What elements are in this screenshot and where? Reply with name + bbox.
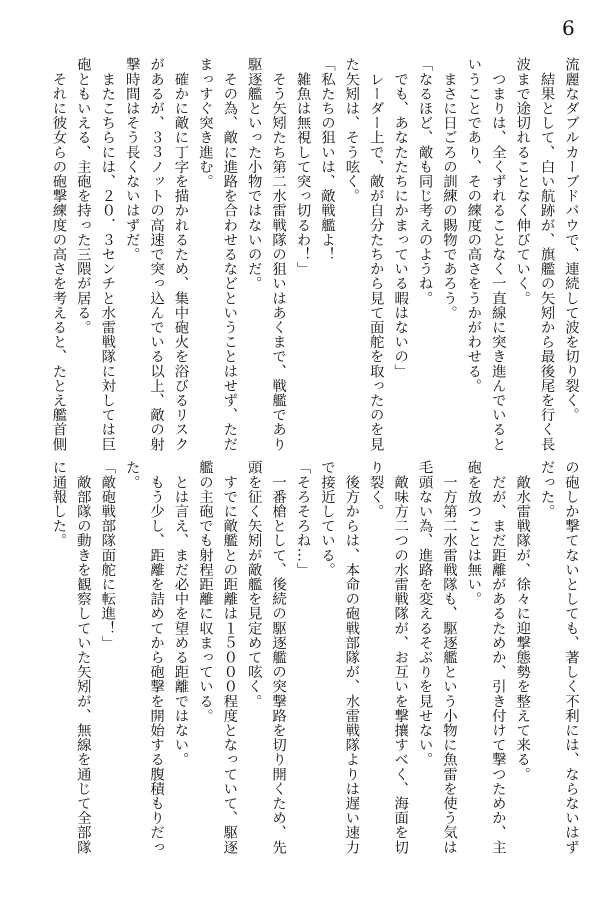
lower-text-line: た。: [123, 460, 140, 490]
upper-text-line: つまりは、全くずれることなく一直線に突き進んでいると: [489, 57, 506, 452]
lower-text-line: 「そろそろね…」: [294, 460, 311, 577]
upper-text-line: 流麗なダブルカーブドバウで、連続して波を切り裂く。: [563, 57, 579, 422]
lower-text-line: 敵部隊の動きを観察していた矢矧が、無線を通じて全部隊: [74, 460, 91, 855]
upper-text-line: レーダー上で、敵が自分たちから見て面舵を取ったのを見: [367, 57, 384, 452]
upper-text-line: た矢矧は、そう呟く。: [343, 57, 360, 203]
lower-text-line: 艦の主砲でも射程距離に収まっている。: [196, 460, 213, 723]
lower-text-line: すでに敵艦との距離は１５０００程度となっていて、駆逐: [221, 460, 238, 855]
upper-text-line: があるが、３３ノットの高速で突っ込んでいる以上、敵の射: [148, 57, 165, 452]
upper-text-line: またこちらには、２０．３センチと水雷戦隊に対しては巨: [99, 57, 116, 452]
lower-text-line: 一方第二水雷戦隊も、駆逐艦という小物に魚雷を使う気は: [440, 460, 457, 855]
lower-text-line: とは言え、まだ必中を望める距離ではない。: [172, 460, 189, 767]
lower-text-line: 砲を放つことは無い。: [465, 460, 482, 606]
upper-text-block: [46, 57, 583, 450]
upper-text-line: 駆逐艦といった小物ではないのだ。: [245, 57, 262, 291]
upper-text-line: そう矢矧たち第二水雷戦隊の狙いはあくまで、戦艦であり: [270, 57, 287, 452]
upper-text-line: 雑魚は無視して突っ切るわ！」: [294, 57, 311, 276]
lower-text-line: で接近している。: [318, 460, 335, 577]
lower-text-line: 「敵砲戦部隊面舵に転進！」: [99, 460, 116, 650]
lower-text-line: だった。: [538, 460, 555, 519]
lower-text-line: り裂く。: [367, 460, 384, 519]
lower-text-line: 後方からは、本命の砲戦部隊が、水雷戦隊よりは遅い速力: [343, 460, 360, 855]
lower-text-block: [46, 460, 583, 858]
lower-text-line: の砲しか撃てないとしても、著しく不利には、ならないはず: [563, 460, 579, 855]
upper-text-line: まさに日ごろの訓練の賜物であろう。: [440, 57, 457, 320]
upper-text-line: 結果として、白い航跡が、旗艦の矢矧から最後尾を行く長: [538, 57, 555, 452]
upper-text-line: いうことであり、その練度の高さをうかがわせる。: [465, 57, 482, 393]
lower-text-line: 毛頭ない為、進路を変えるそぶりを見せない。: [416, 460, 433, 767]
lower-text-line: に通報した。: [50, 460, 67, 548]
upper-text-line: それに彼女らの砲撃練度の高さを考えると、たとえ艦首側: [50, 57, 67, 452]
upper-text-line: でも、あなたたちにかまっている暇はないの」: [392, 57, 409, 379]
lower-text-line: 一番槍として、後続の駆逐艦の突撃路を切り開くため、先: [270, 460, 287, 855]
lower-text-line: だが、まだ距離があるためか、引き付けて撃つためか、主: [489, 460, 506, 855]
upper-text-line: 「私たちの狙いは、敵戦艦よ！: [318, 57, 335, 262]
page-number: 6: [562, 16, 575, 40]
upper-text-line: まっすぐ突き進む。: [196, 57, 213, 189]
lower-text-line: もう少し、距離を詰めてから砲撃を開始する腹積もりだっ: [148, 460, 165, 855]
upper-text-line: その為、敵に進路を合わせるなどということはせず、ただ: [221, 57, 238, 452]
upper-text-line: 波まで途切れることなく伸びていく。: [514, 57, 531, 306]
upper-text-line: 「なるほど、敵も同じ考えのようね。: [416, 57, 433, 306]
lower-text-line: 頭を征く矢矧が敵艦を見定めて呟く。: [245, 460, 262, 709]
upper-text-line: 砲ともいえる、主砲を持った三隈が居る。: [74, 57, 91, 335]
upper-text-line: 確かに敵に丁字を描かれるため、集中砲火を浴びるリスク: [172, 57, 189, 452]
lower-text-line: 敵味方二つの水雷戦隊が、お互いを撃攘すべく、海面を切: [392, 460, 409, 855]
lower-text-line: 敵水雷戦隊が、徐々に迎撃態勢を整えて来る。: [514, 460, 531, 782]
upper-text-line: 撃時間はそう長くないはずだ。: [123, 57, 140, 262]
